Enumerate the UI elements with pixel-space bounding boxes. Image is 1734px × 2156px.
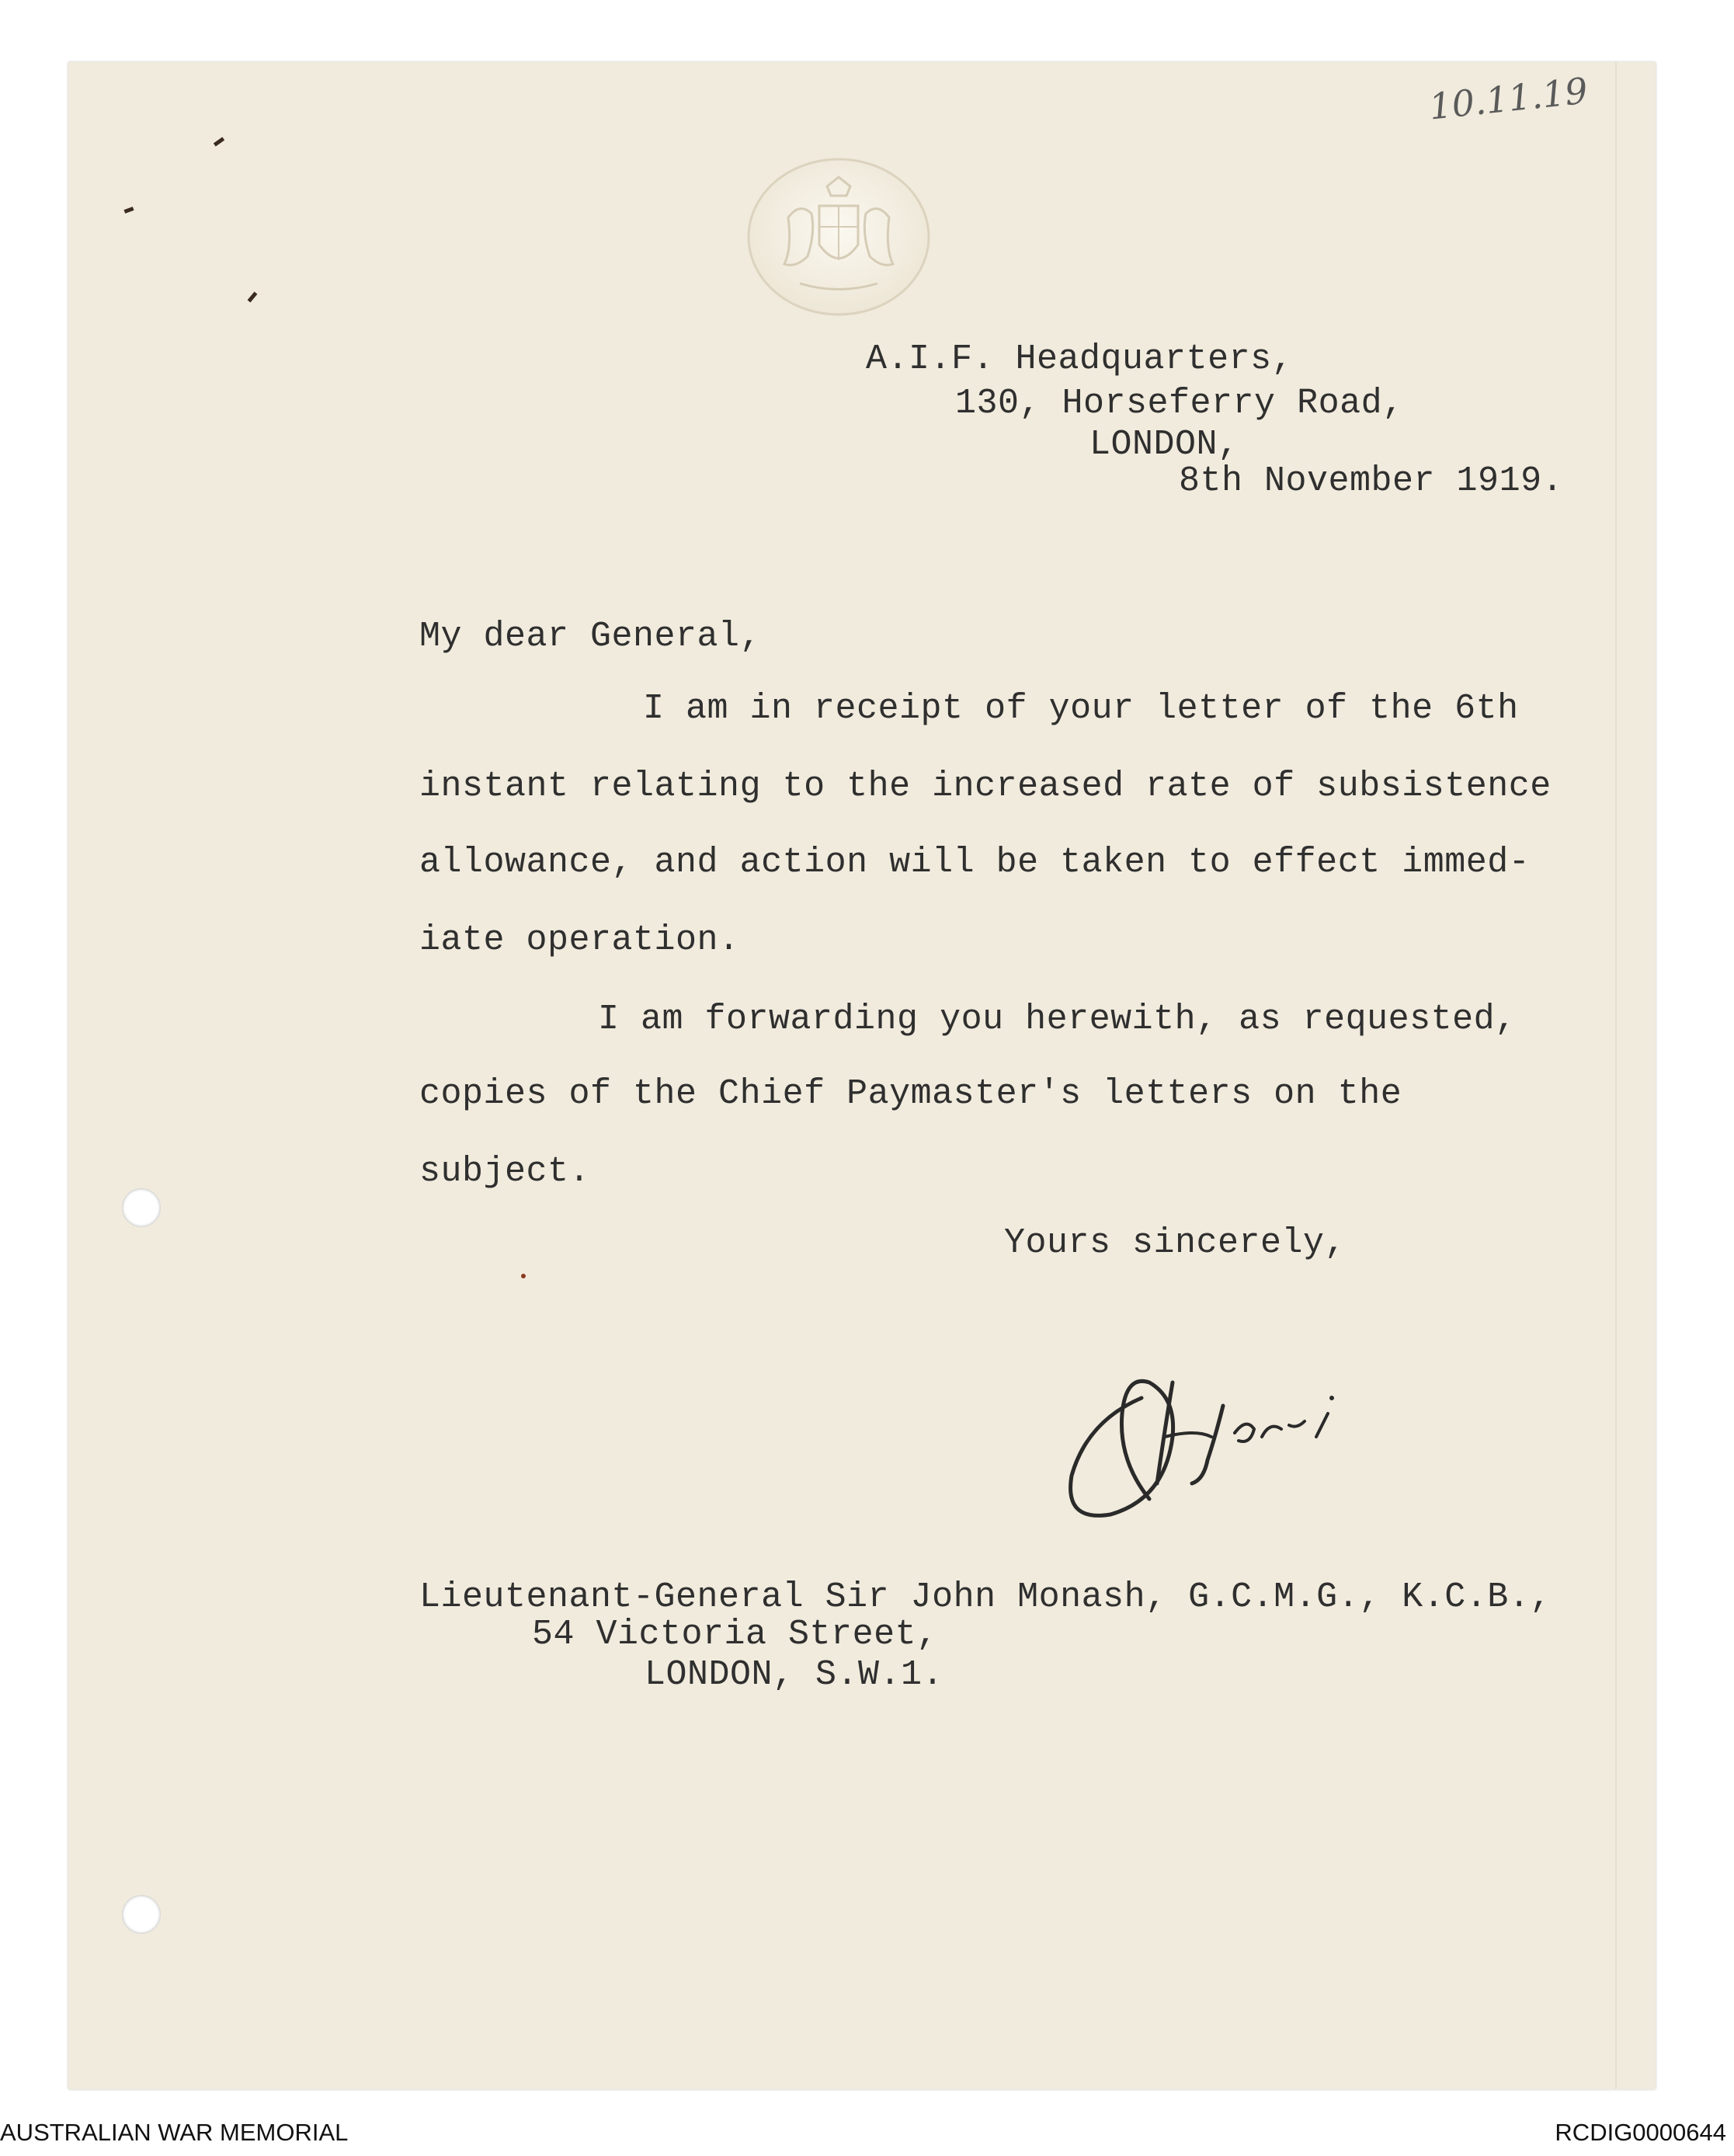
binder-hole-bottom: [122, 1895, 161, 1934]
salutation: My dear General,: [419, 617, 762, 656]
ink-mark: [521, 1274, 526, 1278]
handwritten-date: 10.11.19: [1426, 69, 1590, 128]
body-line-1: I am in receipt of your letter of the 6th: [643, 689, 1519, 729]
recipient-line-1: Lieutenant-General Sir John Monash, G.C.M.G., K.C.B.,: [419, 1577, 1552, 1617]
body-line-3: allowance, and action will be taken to effect immed-: [419, 843, 1531, 882]
binder-hole-top: [122, 1188, 161, 1227]
body-line-4: iate operation.: [419, 920, 740, 960]
closing: Yours sincerely,: [1004, 1223, 1347, 1263]
recipient-line-2: 54 Victoria Street,: [532, 1615, 938, 1654]
page-crease: [1615, 62, 1617, 2089]
date-line: 8th November 1919.: [1179, 461, 1564, 501]
address-line-1: A.I.F. Headquarters,: [866, 339, 1294, 379]
body-line-5: I am forwarding you herewith, as requested,: [598, 1000, 1517, 1039]
signature-icon: [1056, 1351, 1413, 1546]
footer-institution: AUSTRALIAN WAR MEMORIAL: [0, 2119, 349, 2146]
embossed-crest-icon: [745, 155, 932, 318]
footer-record-id: RCDIG0000644: [1555, 2119, 1726, 2146]
body-line-6: copies of the Chief Paymaster's letters on the: [419, 1074, 1402, 1114]
body-line-2: instant relating to the increased rate of subsistence: [419, 767, 1552, 806]
recipient-line-3: LONDON, S.W.1.: [645, 1655, 944, 1695]
body-line-7: subject.: [419, 1152, 591, 1191]
address-line-3: LONDON,: [1089, 425, 1239, 464]
address-line-2: 130, Horseferry Road,: [955, 384, 1404, 423]
